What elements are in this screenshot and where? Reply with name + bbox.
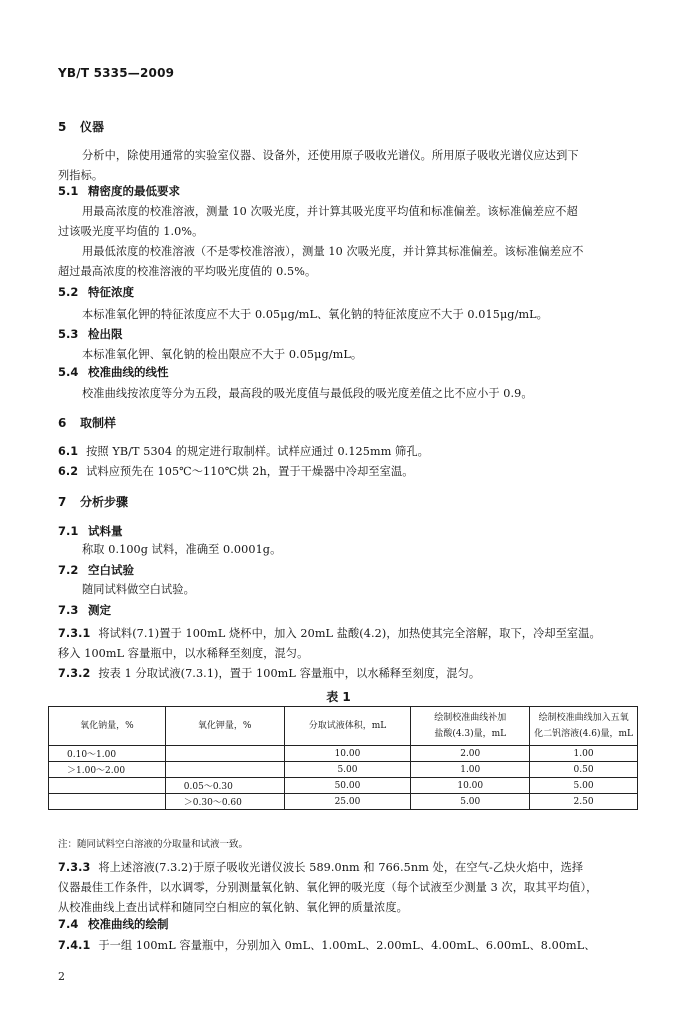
- section-number: 7: [58, 495, 67, 509]
- column-header: 分取试液体积，mL: [284, 707, 411, 746]
- section-number: 5.4: [58, 365, 79, 379]
- text-line: 列指标。: [58, 169, 104, 182]
- section-number: 7.2: [58, 563, 79, 577]
- section-title: 检出限: [88, 327, 123, 341]
- text-line: 试料应预先在 105℃～110℃烘 2h，置于干燥器中冷却至室温。: [86, 465, 414, 478]
- table-cell: [49, 778, 166, 794]
- text-line: 将上述溶液(7.3.2)于原子吸收光谱仪波长 589.0nm 和 766.5nm 处，在空气-乙炔火焰中，选择: [98, 861, 584, 874]
- text-line: 移入 100mL 容量瓶中，以水稀释至刻度，混匀。: [58, 647, 309, 660]
- table-cell: 10.00: [411, 778, 530, 794]
- text-line: 本标准氧化钾的特征浓度应不大于 0.05μg/mL、氧化钠的特征浓度应不大于 0.015μg/mL。: [82, 308, 548, 321]
- section-title: 试料量: [88, 524, 123, 538]
- table-cell: ＞1.00～2.00: [49, 762, 166, 778]
- table-row: [49, 794, 638, 810]
- section-number: 5.1: [58, 184, 79, 198]
- table-cell: 50.00: [284, 778, 411, 794]
- table-row: [49, 746, 638, 762]
- section-title: 校准曲线的线性: [88, 365, 169, 379]
- section-5-1-heading: [58, 183, 180, 199]
- table-cell: 5.00: [530, 778, 638, 794]
- table-cell: [49, 794, 166, 810]
- table-cell: [165, 762, 284, 778]
- text-line: 本标准氧化钾、氧化钠的检出限应不大于 0.05μg/mL。: [82, 348, 363, 361]
- table-cell: 0.50: [530, 762, 638, 778]
- section-number: 6.1: [58, 445, 79, 458]
- section-5-2-heading: [58, 284, 134, 300]
- text-line: 仪器最佳工作条件，以水调零，分别测量氧化钠、氧化钾的吸光度（每个试液至少测量 3 次，取其平均值），: [58, 881, 598, 894]
- section-5-heading: [58, 118, 104, 135]
- section-number: 7.3.2: [58, 667, 91, 680]
- section-7-4-1: [58, 936, 596, 956]
- section-number: 7.1: [58, 524, 79, 538]
- section-7-3-1: [58, 624, 601, 664]
- section-7-3-heading: [58, 602, 111, 618]
- section-number: 5: [58, 120, 67, 134]
- section-7-1-heading: [58, 523, 123, 539]
- section-title: 取制样: [80, 416, 117, 430]
- section-5-1-paragraph: [58, 202, 584, 282]
- table-cell: 1.00: [411, 762, 530, 778]
- section-5-paragraph: [58, 146, 579, 186]
- text-line: 超过最高浓度的校准溶液的平均吸光度值的 0.5%。: [58, 265, 317, 278]
- section-title: 特征浓度: [88, 285, 134, 299]
- table-row: [49, 778, 638, 794]
- section-title: 空白试验: [88, 563, 134, 577]
- column-header: 氧化钠量，%: [49, 707, 166, 746]
- text-line: 校准曲线按浓度等分为五段，最高段的吸光度值与最低段的吸光度差值之比不应小于 0.9。: [82, 387, 533, 400]
- section-5-4-paragraph: [82, 384, 533, 404]
- table-cell: 1.00: [530, 746, 638, 762]
- section-number: 7.3.1: [58, 627, 91, 640]
- section-7-4-heading: [58, 916, 169, 932]
- column-header: 氧化钾量，%: [165, 707, 284, 746]
- text-line: 用最低浓度的校准溶液（不是零校准溶液），测量 10 次吸光度，并计算其标准偏差。该标准偏差应不: [82, 245, 584, 258]
- section-title: 分析步骤: [80, 495, 129, 509]
- table-cell: 2.50: [530, 794, 638, 810]
- table-note: 注：随同试料空白溶液的分取量和试液一致。: [58, 839, 249, 850]
- text-line: 称取 0.100g 试料，准确至 0.0001g。: [82, 543, 282, 556]
- section-7-1-paragraph: [82, 540, 281, 560]
- section-7-3-3: [58, 858, 597, 918]
- section-7-2-heading: [58, 562, 134, 578]
- section-6-heading: [58, 414, 116, 431]
- section-title: 测定: [88, 603, 111, 617]
- section-number: 5.3: [58, 327, 79, 341]
- section-number: 6: [58, 416, 67, 430]
- text-line: 于一组 100mL 容量瓶中，分别加入 0mL、1.00mL、2.00mL、4.00mL、6.00mL、8.00mL、: [98, 939, 596, 952]
- section-5-4-heading: [58, 364, 169, 380]
- text-line: 过该吸光度平均值的 1.0%。: [58, 225, 204, 238]
- text-line: 从校准曲线上查出试样和随同空白相应的氧化钠、氧化钾的质量浓度。: [58, 901, 408, 914]
- section-5-3-paragraph: [82, 345, 362, 365]
- table-cell: [165, 746, 284, 762]
- section-number: 6.2: [58, 465, 79, 478]
- table-cell: 10.00: [284, 746, 411, 762]
- text-line: 按照 YB/T 5304 的规定进行取制样。试样应通过 0.125mm 筛孔。: [86, 445, 429, 458]
- text-line: 用最高浓度的校准溶液，测量 10 次吸光度，并计算其吸光度平均值和标准偏差。该标准偏差应不超: [82, 205, 578, 218]
- page-number: 2: [58, 970, 65, 983]
- section-7-2-paragraph: [82, 580, 195, 600]
- section-title: 仪器: [80, 120, 105, 134]
- section-title: 校准曲线的绘制: [88, 917, 169, 931]
- section-number: 7.4.1: [58, 939, 91, 952]
- table-cell: 5.00: [411, 794, 530, 810]
- column-header: 绘制校准曲线加入五氧 化二钒溶液(4.6)量，mL: [530, 707, 638, 746]
- column-header: 绘制校准曲线补加 盐酸(4.3)量，mL: [411, 707, 530, 746]
- table-caption: 表 1: [326, 690, 351, 704]
- table-cell: 5.00: [284, 762, 411, 778]
- table-cell: 0.10～1.00: [49, 746, 166, 762]
- table-row: [49, 762, 638, 778]
- text-line: 随同试料做空白试验。: [82, 583, 195, 596]
- table-cell: 2.00: [411, 746, 530, 762]
- table-header-row: [49, 707, 638, 746]
- text-line: 按表 1 分取试液(7.3.1)，置于 100mL 容量瓶中，以水稀释至刻度，混匀。: [98, 667, 481, 680]
- section-number: 5.2: [58, 285, 79, 299]
- section-number: 7.3.3: [58, 861, 91, 874]
- section-number: 7.3: [58, 603, 79, 617]
- section-5-2-paragraph: [82, 305, 548, 325]
- section-7-heading: [58, 493, 128, 510]
- section-7-3-2: [58, 664, 480, 684]
- text-line: 将试料(7.1)置于 100mL 烧杯中，加入 20mL 盐酸(4.2)，加热使其完全溶解，取下，冷却至室温。: [98, 627, 601, 640]
- table-cell: 25.00: [284, 794, 411, 810]
- section-title: 精密度的最低要求: [88, 184, 180, 198]
- section-5-3-heading: [58, 326, 123, 342]
- standard-code-header: YB/T 5335—2009: [58, 66, 175, 80]
- table-1: [48, 706, 638, 810]
- section-6-1: [58, 442, 429, 462]
- section-6-2: [58, 462, 414, 482]
- section-number: 7.4: [58, 917, 79, 931]
- text-line: 分析中，除使用通常的实验室仪器、设备外，还使用原子吸收光谱仪。所用原子吸收光谱仪应达到下: [82, 149, 579, 162]
- table-cell: 0.05～0.30: [165, 778, 284, 794]
- table-cell: ＞0.30～0.60: [165, 794, 284, 810]
